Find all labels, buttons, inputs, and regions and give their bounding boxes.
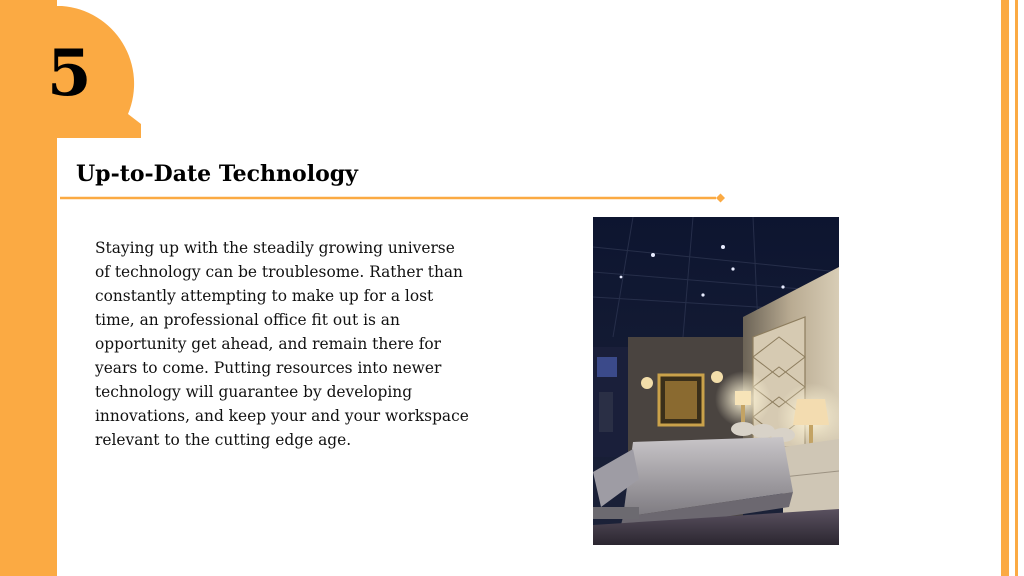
body-line: relevant to the cutting edge age. (95, 431, 352, 449)
body-line: opportunity get ahead, and remain there for (95, 335, 442, 353)
body-line: years to come. Putting resources into newer (95, 359, 442, 377)
right-accent-stripe-thin (1015, 0, 1018, 576)
body-paragraph (95, 236, 515, 452)
slide-number: 5 (47, 36, 92, 111)
body-line: innovations, and keep your and your workspace (95, 407, 469, 425)
body-line: constantly attempting to make up for a lost (95, 287, 434, 305)
body-line: of technology can be troublesome. Rather than (95, 263, 463, 281)
slide-heading: Up-to-Date Technology (76, 161, 358, 187)
right-accent-stripe (1001, 0, 1009, 576)
body-line: technology will guarantee by developing (95, 383, 413, 401)
body-line: Staying up with the steadily growing universe (95, 239, 455, 257)
heading-divider (60, 193, 725, 203)
bedroom-photo (593, 217, 839, 545)
body-line: time, an professional office fit out is an (95, 311, 400, 329)
